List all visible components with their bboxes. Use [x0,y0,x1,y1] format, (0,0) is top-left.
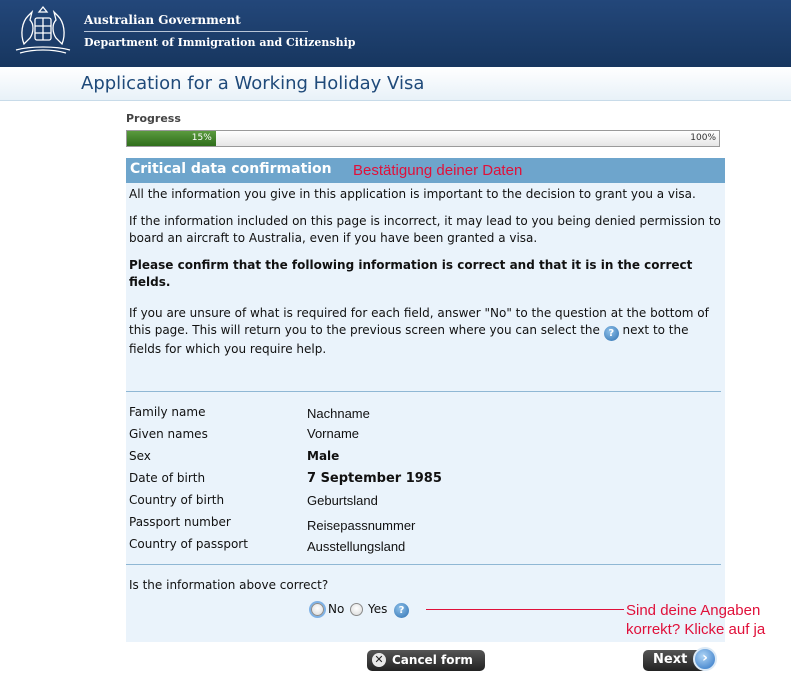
passport-number-label: Passport number [129,515,231,529]
progress-label: Progress [126,112,181,125]
sex-label: Sex [129,449,151,463]
department-name: Department of Immigration and Citizenship [84,36,356,49]
help-text-start: If you are unsure of what is required for each field, answer "No" to the question at the bottom of this page. This will return you to the previous screen where you can select the [129,306,709,337]
banner-divider [84,31,308,32]
government-banner [0,0,791,67]
panel-header [126,158,725,183]
page-title: Application for a Working Holiday Visa [81,73,425,94]
next-button[interactable] [643,650,707,671]
government-name: Australian Government [84,13,241,27]
country-of-passport-label: Country of passport [129,537,248,551]
help-icon[interactable]: ? [394,603,409,618]
date-of-birth-value: 7 September 1985 [307,471,442,486]
panel-title: Critical data confirmation [130,161,332,177]
confirm-question: Is the information above correct? [129,578,329,592]
progress-percent: 15% [191,133,212,143]
section-divider-2 [126,564,721,565]
chevron-right-icon: › [693,647,717,671]
annotation-pointer [426,609,624,610]
family-name-value: Nachname [307,406,370,421]
given-names-value: Vorname [307,426,360,441]
country-of-passport-value: Ausstellungsland [307,539,406,554]
progress-bar [126,130,720,147]
help-text-end: next to the fields for which you require help. [129,323,689,356]
progress-max: 100% [690,133,716,143]
cancel-form-label: Cancel form [392,653,473,667]
close-icon: ✕ [372,653,386,667]
country-of-birth-label: Country of birth [129,493,225,507]
radio-no[interactable] [311,603,324,616]
radio-yes[interactable] [350,603,363,616]
section-divider [126,391,721,392]
intro-paragraph: All the information you give in this application is important to the decision to grant you a visa. [129,187,696,201]
date-of-birth-label: Date of birth [129,471,206,485]
warning-paragraph: If the information included on this page is incorrect, it may lead to you being denied permission to board an aircraft to Australia, even if you have been granted a visa. [129,214,721,245]
help-paragraph [129,305,721,358]
cancel-form-button[interactable] [367,650,485,671]
coat-of-arms-icon [10,4,76,56]
country-of-birth-value: Geburtsland [307,493,378,508]
radio-yes-label[interactable]: Yes [368,602,388,616]
confirmation-panel [126,158,725,642]
radio-no-label[interactable]: No [328,602,345,616]
help-icon: ? [604,326,619,341]
progress-fill [127,131,216,146]
annotation-header: Bestätigung deiner Daten [353,162,523,179]
given-names-label: Given names [129,427,208,441]
family-name-label: Family name [129,405,206,419]
passport-number-value: Reisepassnummer [307,518,416,533]
next-label: Next [653,652,688,667]
annotation-confirm: Sind deine Angaben korrekt? Klicke auf ja [626,602,766,638]
confirm-instruction: Please confirm that the following information is correct and that it is in the correct fields. [129,258,693,289]
sex-value: Male [307,449,340,463]
